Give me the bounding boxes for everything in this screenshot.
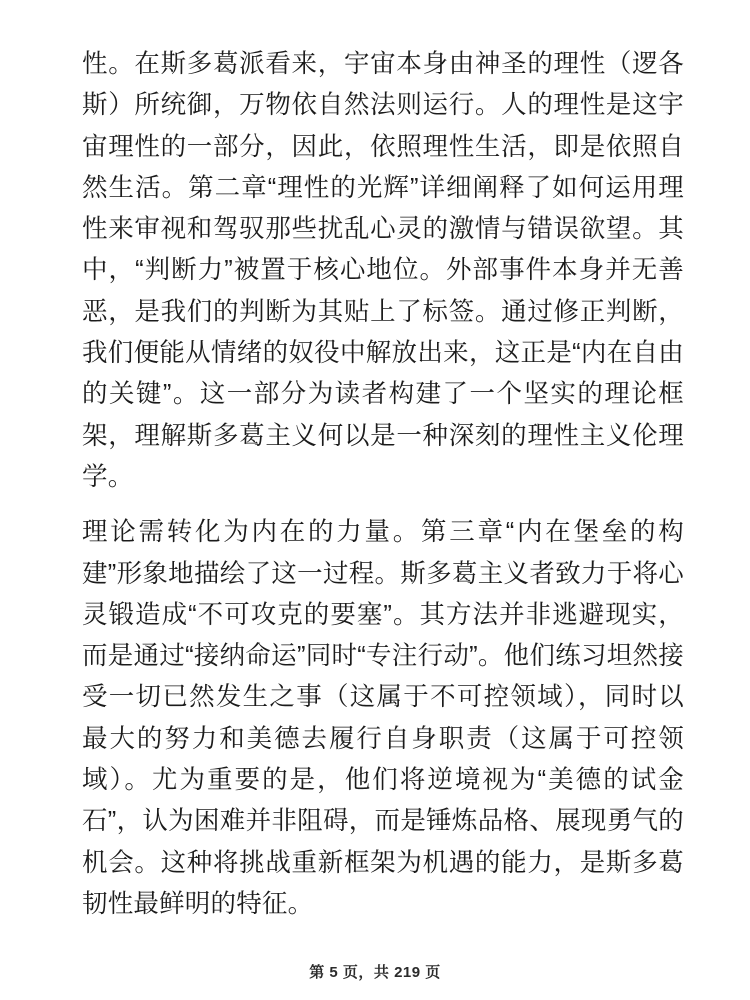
body-paragraph-1: 性。在斯多葛派看来，宇宙本身由神圣的理性（逻各斯）所统御，万物依自然法则运行。人的理性是这宇宙理性的一部分，因此，依照理性生活，即是依照自然生活。第二章“理性的光辉”详细阐释了如何运用理性来审视和驾驭那些扰乱心灵的激情与错误欲望。其中，“判断力”被置于核心地位。外部事件本身并无善恶，是我们的判断为其贴上了标签。通过修正判断，我们便能从情绪的奴役中解放出来，这正是“内在自由的关键”。这一部分为读者构建了一个坚实的理论框架，理解斯多葛主义何以是一种深刻的理性主义伦理学。 [82,50,684,491]
body-paragraph-2: 理论需转化为内在的力量。第三章“内在堡垒的构建”形象地描绘了这一过程。斯多葛主义者致力于将心灵锻造成“不可攻克的要塞”。其方法并非逃避现实，而是通过“接纳命运”同时“专注行动”。他们练习坦然接受一切已然发生之事（这属于不可控领域），同时以最大的努力和美德去履行自身职责（这属于可控领域）。尤为重要的是，他们将逆境视为“美德的试金石”，认为困难并非阻碍，而是锤炼品格、展现勇气的机会。这种将挑战重新框架为机遇的能力，是斯多葛韧性最鲜明的特征。 [82,518,684,918]
page-footer: 第 5 页，共 219 页 [309,964,441,981]
